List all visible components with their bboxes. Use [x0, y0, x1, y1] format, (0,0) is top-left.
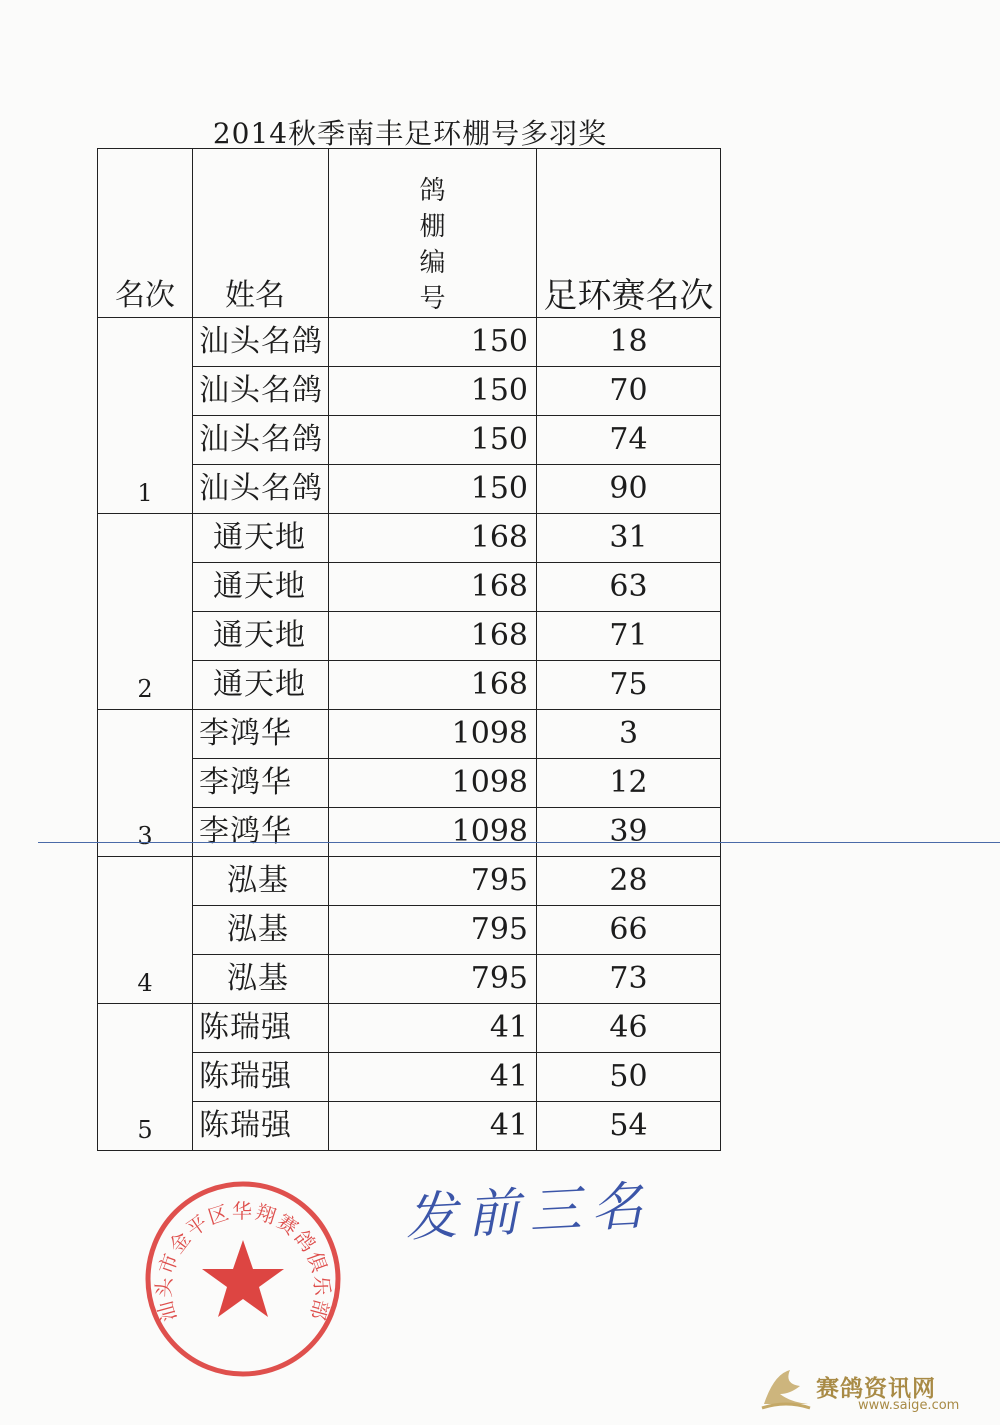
watermark-url: www.saige.com: [858, 1398, 960, 1413]
loft-cell: 41: [329, 1102, 537, 1151]
place-cell: 31: [537, 514, 721, 563]
name-cell: 泓基: [193, 906, 329, 955]
loft-cell: 795: [329, 906, 537, 955]
place-cell: 63: [537, 563, 721, 612]
loft-cell: 168: [329, 514, 537, 563]
place-cell: 39: [537, 808, 721, 857]
loft-cell: 41: [329, 1053, 537, 1102]
place-cell: 28: [537, 857, 721, 906]
place-cell: 46: [537, 1004, 721, 1053]
place-cell: 54: [537, 1102, 721, 1151]
table-row: [98, 318, 721, 367]
table-row: [98, 710, 721, 759]
place-cell: 50: [537, 1053, 721, 1102]
loft-cell: 150: [329, 367, 537, 416]
loft-cell: 1098: [329, 808, 537, 857]
name-cell: 陈瑞强: [193, 1053, 329, 1102]
name-cell: 汕头名鸽: [193, 367, 329, 416]
loft-cell: 150: [329, 416, 537, 465]
seal-text: 汕头市金平区华翔赛鸽俱乐部: [151, 1198, 335, 1325]
name-cell: 通天地: [193, 661, 329, 710]
name-cell: 泓基: [193, 857, 329, 906]
name-cell: 汕头名鸽: [193, 465, 329, 514]
table-row: [98, 1004, 721, 1053]
page-title: 2014秋季南丰足环棚号多羽奖: [212, 117, 608, 150]
club-seal: [142, 1178, 344, 1380]
place-cell: 74: [537, 416, 721, 465]
rank-cell: 5: [98, 1004, 193, 1151]
handwritten-note-text: 发前三名: [403, 1175, 655, 1249]
rank-cell: 2: [98, 514, 193, 710]
place-cell: 18: [537, 318, 721, 367]
place-cell: 75: [537, 661, 721, 710]
loft-cell: 795: [329, 955, 537, 1004]
loft-cell: 150: [329, 318, 537, 367]
place-cell: 66: [537, 906, 721, 955]
award-table: [97, 148, 721, 1151]
place-cell: 90: [537, 465, 721, 514]
name-cell: 汕头名鸽: [193, 318, 329, 367]
loft-cell: 168: [329, 612, 537, 661]
name-cell: 通天地: [193, 563, 329, 612]
watermark-site-name: 赛鸽资讯网: [816, 1376, 936, 1402]
loft-cell: 168: [329, 661, 537, 710]
name-cell: 陈瑞强: [193, 1004, 329, 1053]
place-cell: 3: [537, 710, 721, 759]
table-row: [98, 857, 721, 906]
header-loft-char: 编: [419, 248, 446, 278]
place-cell: 73: [537, 955, 721, 1004]
name-cell: 汕头名鸽: [193, 416, 329, 465]
pigeon-logo-icon: [760, 1364, 812, 1414]
name-cell: 李鸿华: [193, 759, 329, 808]
header-loft-char: 鸽: [419, 176, 446, 206]
loft-cell: 150: [329, 465, 537, 514]
loft-cell: 41: [329, 1004, 537, 1053]
name-cell: 李鸿华: [193, 808, 329, 857]
place-cell: 70: [537, 367, 721, 416]
header-ring-race-place: 足环赛名次: [537, 149, 721, 318]
loft-cell: 168: [329, 563, 537, 612]
handwritten-note: [395, 1170, 715, 1250]
rank-cell: 3: [98, 710, 193, 857]
name-cell: 泓基: [193, 955, 329, 1004]
star-icon: [202, 1240, 284, 1317]
rank-cell: 1: [98, 318, 193, 514]
name-cell: 通天地: [193, 514, 329, 563]
rank-cell: 4: [98, 857, 193, 1004]
name-cell: 通天地: [193, 612, 329, 661]
header-name: 姓名: [193, 149, 329, 318]
header-loft-number: [329, 149, 537, 318]
loft-cell: 1098: [329, 710, 537, 759]
loft-cell: 1098: [329, 759, 537, 808]
scan-artifact-line: [38, 842, 1000, 843]
name-cell: 李鸿华: [193, 710, 329, 759]
name-cell: 陈瑞强: [193, 1102, 329, 1151]
header-rank: 名次: [98, 149, 193, 318]
table-header-row: [98, 149, 721, 318]
header-loft-char: 号: [419, 284, 446, 314]
table-row: [98, 514, 721, 563]
place-cell: 71: [537, 612, 721, 661]
loft-cell: 795: [329, 857, 537, 906]
place-cell: 12: [537, 759, 721, 808]
header-loft-char: 棚: [419, 212, 446, 242]
site-watermark: [760, 1364, 990, 1420]
